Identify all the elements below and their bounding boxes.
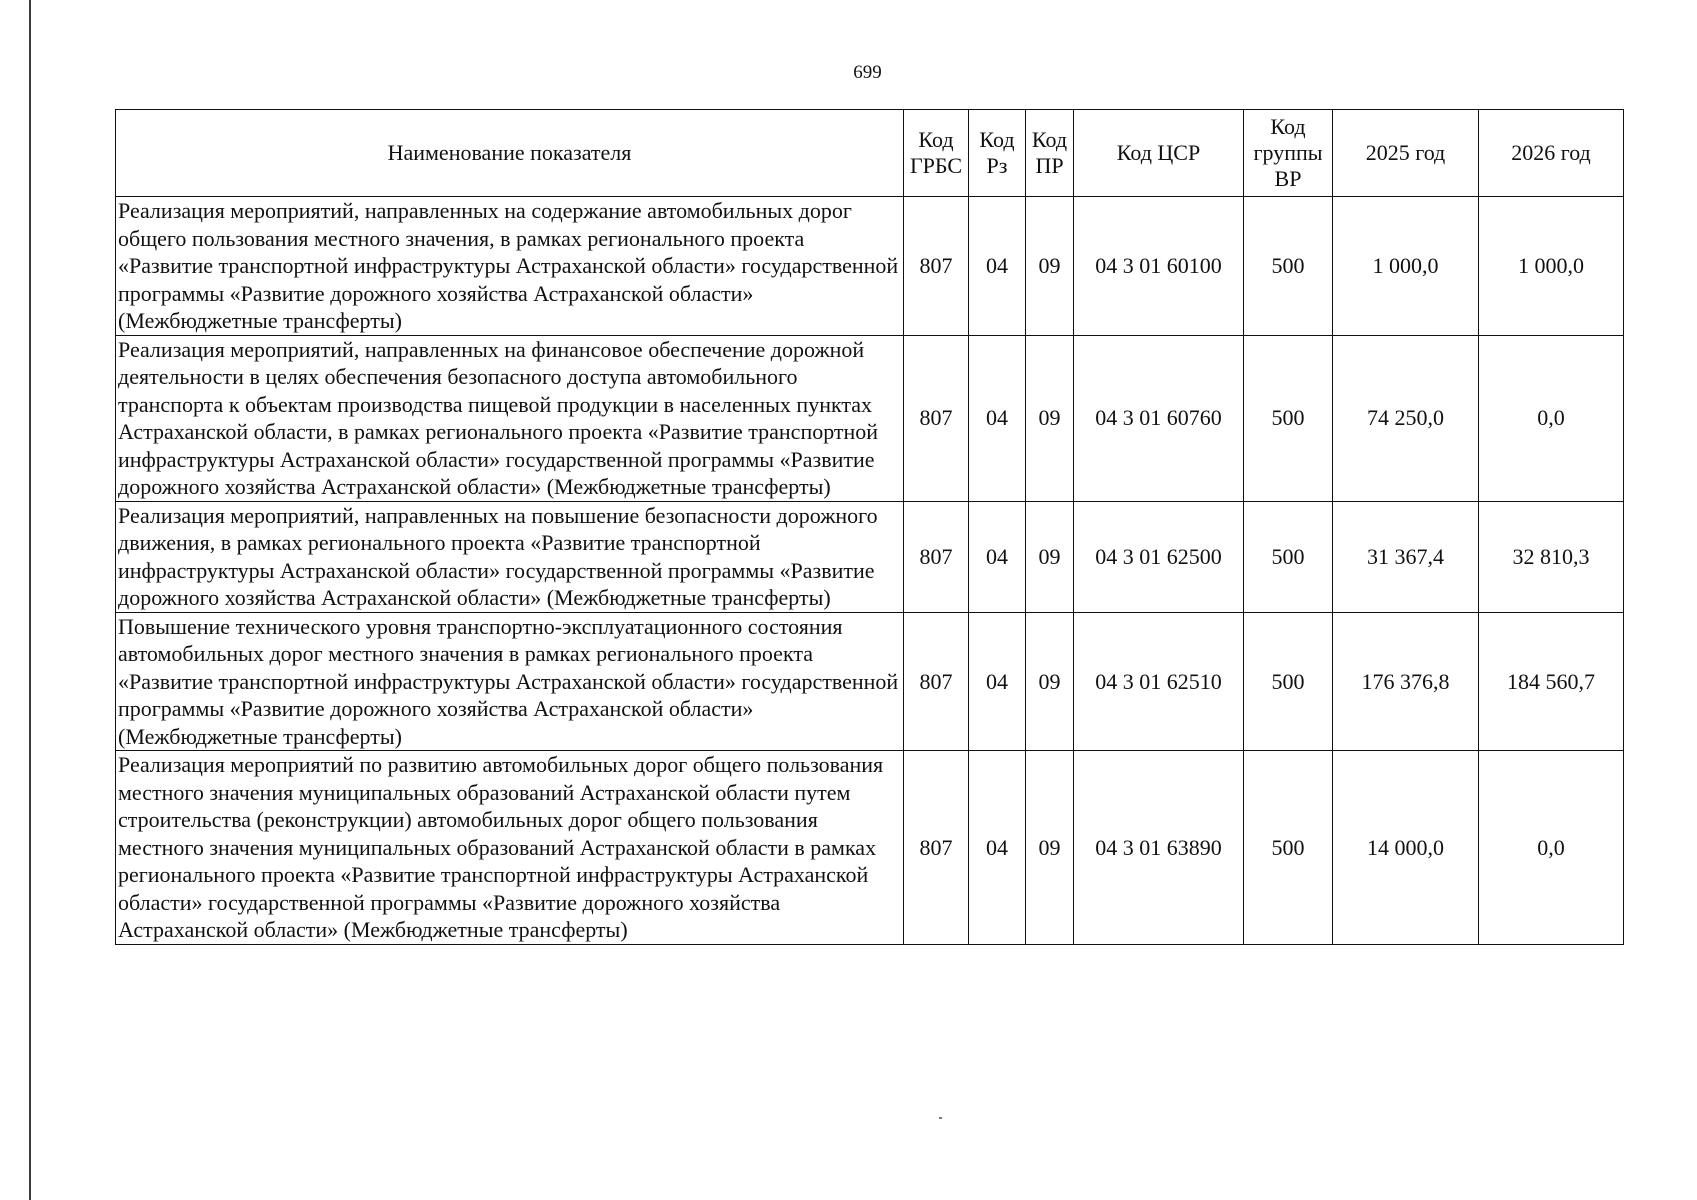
header-grbs: [904, 110, 969, 197]
row-vr: 500: [1244, 197, 1333, 336]
row-grbs: 807: [904, 612, 969, 751]
table-row: [116, 612, 1624, 751]
header-rz-line1: Код: [979, 127, 1015, 152]
row-pr: 09: [1026, 335, 1074, 501]
row-pr: 09: [1026, 197, 1074, 336]
header-grbs-line1: Код: [918, 127, 954, 152]
table-row: [116, 335, 1624, 501]
row-grbs: 807: [904, 751, 969, 945]
header-csr: Код ЦСР: [1074, 110, 1244, 197]
header-vr-line1: Код: [1270, 114, 1306, 139]
row-2026: 32 810,3: [1479, 501, 1624, 612]
header-pr: [1026, 110, 1074, 197]
header-vr-line3: ВР: [1274, 166, 1302, 191]
row-vr: 500: [1244, 612, 1333, 751]
row-2026: 0,0: [1479, 751, 1624, 945]
row-vr: 500: [1244, 335, 1333, 501]
budget-table: [115, 109, 1624, 945]
header-2025: 2025 год: [1333, 110, 1479, 197]
row-2026: 1 000,0: [1479, 197, 1624, 336]
row-csr: 04 3 01 60100: [1074, 197, 1244, 336]
row-2026: 184 560,7: [1479, 612, 1624, 751]
row-rz: 04: [969, 501, 1026, 612]
row-grbs: 807: [904, 197, 969, 336]
row-vr: 500: [1244, 751, 1333, 945]
row-rz: 04: [969, 335, 1026, 501]
row-vr: 500: [1244, 501, 1333, 612]
row-csr: 04 3 01 63890: [1074, 751, 1244, 945]
row-rz: 04: [969, 751, 1026, 945]
header-pr-line1: Код: [1031, 127, 1068, 152]
row-2025: 31 367,4: [1333, 501, 1479, 612]
row-name: Реализация мероприятий по развитию автомобильных дорог общего пользования местного значения муниципальных образований Астраханской области путем строительства (реконструкции) автомобильных дорог общего пользования местного значения муниципальных образований Астраханской области в рамках регионального проекта «Развитие транспортной инфраструктуры Астраханской области» государственной программы «Развитие дорожного хозяйства Астраханской области» (Межбюджетные трансферты): [116, 751, 904, 945]
header-rz: [969, 110, 1026, 197]
scan-edge-line: [29, 0, 31, 1200]
row-2025: 14 000,0: [1333, 751, 1479, 945]
row-csr: 04 3 01 60760: [1074, 335, 1244, 501]
row-name: Реализация мероприятий, направленных на повышение безопасности дорожного движения, в рамках регионального проекта «Развитие транспортной инфраструктуры Астраханской области» государственной программы «Развитие дорожного хозяйства Астраханской области» (Межбюджетные трансферты): [116, 501, 904, 612]
header-vr-line2: группы: [1253, 140, 1323, 165]
header-grbs-line2: ГРБС: [909, 153, 963, 178]
scan-speck: [939, 1117, 942, 1119]
row-pr: 09: [1026, 501, 1074, 612]
row-rz: 04: [969, 197, 1026, 336]
row-name: Реализация мероприятий, направленных на финансовое обеспечение дорожной деятельности в целях обеспечения безопасного доступа автомобильного транспорта к объектам производства пищевой продукции в населенных пунктах Астраханской области, в рамках регионального проекта «Развитие транспортной инфраструктуры Астраханской области» государственной программы «Развитие дорожного хозяйства Астраханской области» (Межбюджетные трансферты): [116, 335, 904, 501]
row-csr: 04 3 01 62500: [1074, 501, 1244, 612]
row-name: Повышение технического уровня транспортно-эксплуатационного состояния автомобильных дорог местного значения в рамках регионального проекта «Развитие транспортной инфраструктуры Астраханской области» государственной программы «Развитие дорожного хозяйства Астраханской области» (Межбюджетные трансферты): [116, 612, 904, 751]
row-rz: 04: [969, 612, 1026, 751]
row-2025: 176 376,8: [1333, 612, 1479, 751]
row-name: Реализация мероприятий, направленных на содержание автомобильных дорог общего пользования местного значения, в рамках регионального проекта «Развитие транспортной инфраструктуры Астраханской области» государственной программы «Развитие дорожного хозяйства Астраханской области» (Межбюджетные трансферты): [116, 197, 904, 336]
row-2026: 0,0: [1479, 335, 1624, 501]
header-rz-line2: Рз: [986, 153, 1008, 178]
table-row: [116, 197, 1624, 336]
row-2025: 1 000,0: [1333, 197, 1479, 336]
row-pr: 09: [1026, 612, 1074, 751]
row-pr: 09: [1026, 751, 1074, 945]
table-row: [116, 751, 1624, 945]
header-2026: 2026 год: [1479, 110, 1624, 197]
header-pr-line2: ПР: [1035, 153, 1064, 178]
row-grbs: 807: [904, 501, 969, 612]
header-row: [116, 110, 1624, 197]
row-grbs: 807: [904, 335, 969, 501]
header-name: Наименование показателя: [116, 110, 904, 197]
page-number: 699: [853, 62, 882, 83]
table-row: [116, 501, 1624, 612]
row-csr: 04 3 01 62510: [1074, 612, 1244, 751]
row-2025: 74 250,0: [1333, 335, 1479, 501]
header-vr: [1244, 110, 1333, 197]
